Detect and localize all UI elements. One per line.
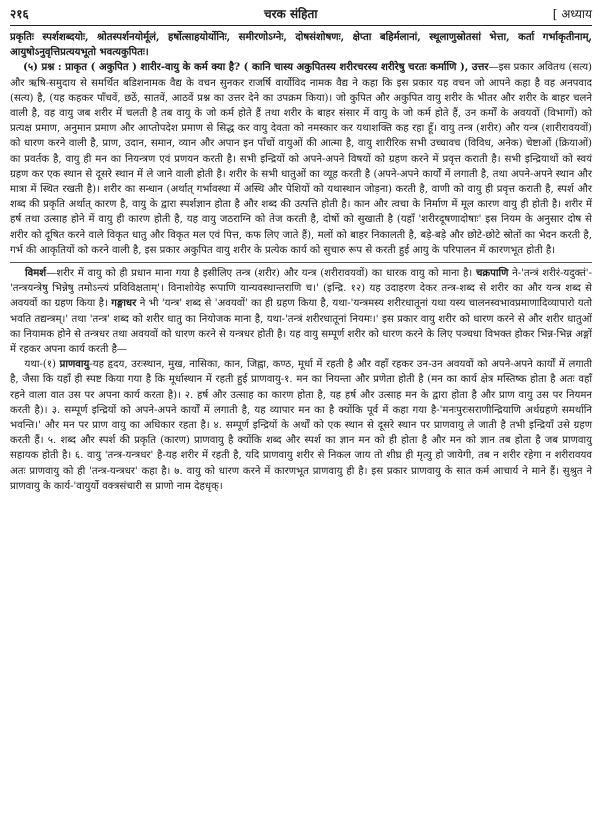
question-answer-paragraph [10, 60, 592, 258]
chakrapani-text: ने-'तन्त्रं शरीरं-यदुक्तं'-'तन्त्रयन्त्रेषु भिन्नेषु तमोऽन्त्यं प्रविविक्षताम्'। विनाशोयेह रूपाणि यान्यवस्थान्तराणि च।' (इन्द्रि. १२) यह उदाहरण देकर तन्त्र-शब्द से शरीर का और यन्त्र शब्द से अवयवों का ग्रहण किया है। [10, 268, 592, 310]
section-divider [10, 262, 592, 263]
gangadhar-text: ने भी 'यन्त्र' शब्द से 'अवयवों' का ही ग्रहण किया है, यथा-'यन्त्रमस्य शरीरधातूनां यथा यस्य चालनस्वभावप्रमाणादिव्यापारो यतो भवति तद्यन्त्रम्।' तथा 'तन्त्र' शब्द को शरीर धातु का नियोजक माना है, यथा-'तन्त्रं शरीरधातूनां नियमः।' इस प्रकार वायु शरीर को धारण करने से और शरीर धातुओं का नियामक होने से तन्त्रधर तथा अवयवों को धारण करने से यन्त्रधर होती है। यह वायु सम्पूर्ण शरीर को धारण करने के लिए पञ्चधा विभक्त होकर भिन्न-भिन्न अङ्गों में रहकर अपना कार्य करती है— [10, 298, 592, 356]
sanskrit-sutra: प्रकृतिः स्पर्शशब्दयोः, श्रोतस्पर्शनयोर्मूलं, हर्षोत्साहयोर्योनिः, समीरणोऽग्नेः, दोषसंशोषणः, क्षेप्ता बहिर्मलानां, स्थूलाणुस्रोतसां भेत्ता, कर्ता गर्भाकृतीनाम्, आयुषोऽनुवृत्तिप्रत्ययभूतो भवत्यकुपितः। [10, 32, 592, 59]
prana-paragraph [10, 357, 592, 494]
vimarsh-text: —शरीर में वायु को ही प्रधान माना गया है इसीलिए तन्त्र (शरीर) और यन्त्र (शरीरावयवों) का धारक वायु को माना है। [46, 268, 473, 280]
prana-prefix: यथा-(१) [24, 359, 60, 371]
page-number: २१६ [10, 7, 29, 21]
prana-label: प्राणवायु [59, 359, 90, 371]
page-body [10, 30, 592, 494]
answer-text: —इस प्रकार अवितथ (सत्य) और ऋषि-समुदाय से समर्थित बडिशनामक वैद्य के वचन सुनकर राजर्षि वार्योविद नामक वैद्य ने कहा कि इस प्रकार यह वचन जो आपने कहा है वह अनपवाद (सत्य) है, (यह कहकर पाँचवें, छठें, सातवें, आठवें प्रश्न का उत्तर देने का उपक्रम किया)। जो कुपित और अकुपित वायु शरीर के भीतर और शरीर के बाहर चलने वाली है, वह वायु जब शरीर में चलती है तब वायु के जो कर्म होते हैं तथा शरीर के बाहर संसार में वायु के जो कर्म होते हैं, उन कर्मों के अवयवों (विभागों) को प्रत्यक्ष प्रमाण, अनुमान प्रमाण और आप्तोपदेश प्रमाण से सिद्ध कर वायु देवता को नमस्कार कर यथाशक्ति कह रहा हूँ। वायु तन्त्र (शरीर) और यन्त्र (शारीरावयवों) को धारण करने वाली है, प्राण, उदान, समान, व्यान और अपान इन पाँचों वायुओं की आत्मा है, वायु शारीरिक सभी उच्चावच (विविध, अनेक) चेष्टाओं (क्रियाओं) का प्रवर्तक है, वायु ही मन का नियन्त्रण एवं प्रणयन करती है। सभी इन्द्रियों को अपने-अपने विषयों को ग्रहण करने में प्रवृत्त कराती है। सभी इन्द्रियाथों को स्वयं ग्रहण कर एक स्थान से दूसरे स्थान में ले जाने वाली होती है। शरीर के सभी धातुओं का व्यूह करती है (अपने-अपने कार्यों में लगाती है, तथा अपने-अपने स्थान और मात्रा में स्थित रखती है)। शरीर का सन्धान (अर्थात् गर्भावस्था में अस्थि और पेशियों को यथास्थान जोड़ना) करती है, वाणी को वायु ही प्रवृत्त कराती है, स्पर्श और शब्द की प्रकृति अर्थात् कारण है, वायु के द्वारा स्पर्शज्ञान होता है और शब्द की उत्पत्ति होती है। कान और त्वचा के निर्माण में मूल कारण वायु ही होती है। शरीर में हर्ष तथा उत्साह होने में वायु ही कारण होती है, यह वायु जठराग्नि को तेज करती है, दोषों को सुखाती है (यहाँ 'शरीरदूषणादोषाः' इस नियम के अनुसार दोष से शरीर को दूषित करने वाले विकृत धातु और विकृत मल एवं पित्त, कफ लिए जाते हैं), मलों को बाहर निकालती है, बड़े-बड़े और छोटे-छोटे स्रोतों का भेदन करती है, गर्भ की आकृतियों को करने वाली है, इस प्रकार अकुपित वायु शरीर के प्रत्येक कार्य को सुचारु रूप से करती हुई आयु के परिपालन में कारणभूत होती है। [10, 62, 593, 256]
header-rule [10, 25, 592, 26]
book-title: चरक संहिता [264, 7, 318, 21]
chakrapani-label: चक्रपाणि [475, 268, 509, 280]
page-header [10, 6, 592, 22]
prana-text: -यह हृदय, उरःस्थान, मुख, नासिका, कान, जिह्वा, कण्ठ, मूर्धा में रहती है और वहाँ रहकर उन-उन अवयवों को अपने-अपने कार्यों में लगाती है, जैसा कि यहाँ ही स्पष्ट किया गया है कि मूर्धास्थान में रहती हुई प्राणवायु-१. मन का नियन्ता और प्रणेता होती है (मन का कार्य क्षेत्र मस्तिष्क होता है अतः वहाँ रहने वाला वात उस पर अपना कार्य करता है)। २. हर्ष और उत्साह का कारण होता है, यह हर्ष और उत्साह मन के द्वारा होता है और प्राण वायु उस पर नियमन करती है)। ३. सम्पूर्ण इन्द्रियों को अपने-अपने कार्यों में लगाती है, यह व्यापार मन का है क्योंकि पूर्व में कहा गया है-'मनःपुरःसराणीन्द्रियाणि अर्थग्रहणे समर्थानि भवन्ति।' और मन पर प्राण वायु का अधिकार रहता है। ४. सम्पूर्ण इन्द्रियों के अर्थों को एक स्थान से दूसरे स्थान पर प्राणवायु ले जाती है तभी इन्द्रियाँ उसे ग्रहण करती हैं। ५. शब्द और स्पर्श की प्रकृति (कारण) प्राणवायु है क्योंकि शब्द और स्पर्श का ज्ञान मन को ही होता है और मन को ज्ञान तब होता है जब प्राणवायु सहायक होती है। ६. वायु 'तन्त्र-यन्त्रधर' है-यह शरीर में रहती है, यदि प्राणवायु शरीर से निकल जाय तो शीघ्र ही मृत्यु हो जायेगी, तब न शरीर रहेगा न शरीरावयव अतः प्राणवायु को ही 'तन्त्र-यन्त्रधर' कहा है। ७. वायु को धारण करने में कारणभूत प्राणवायु ही है। इस प्रकार प्राणवायु के सात कर्म आचार्य ने माने हैं। सुश्रुत ने प्राणवायु के कार्य-'वायुर्यो वक्त्रसंचारी स प्राणो नाम देहधृक्। [10, 359, 592, 492]
vimarsh-paragraph [10, 266, 592, 357]
vimarsh-label: विमर्श [25, 268, 47, 280]
question-heading: (५) प्रश्न : प्राकृत ( अकुपित ) शारीर-वायु के कर्म क्या है? ( कानि चास्य अकुपितस्य शरीरचरस्य शरीरेषु चरतः कर्माणि ), उत्तर [23, 62, 489, 74]
section-label: [ अध्याय [552, 7, 592, 21]
gangadhar-label: गङ्गाधर [111, 298, 137, 310]
